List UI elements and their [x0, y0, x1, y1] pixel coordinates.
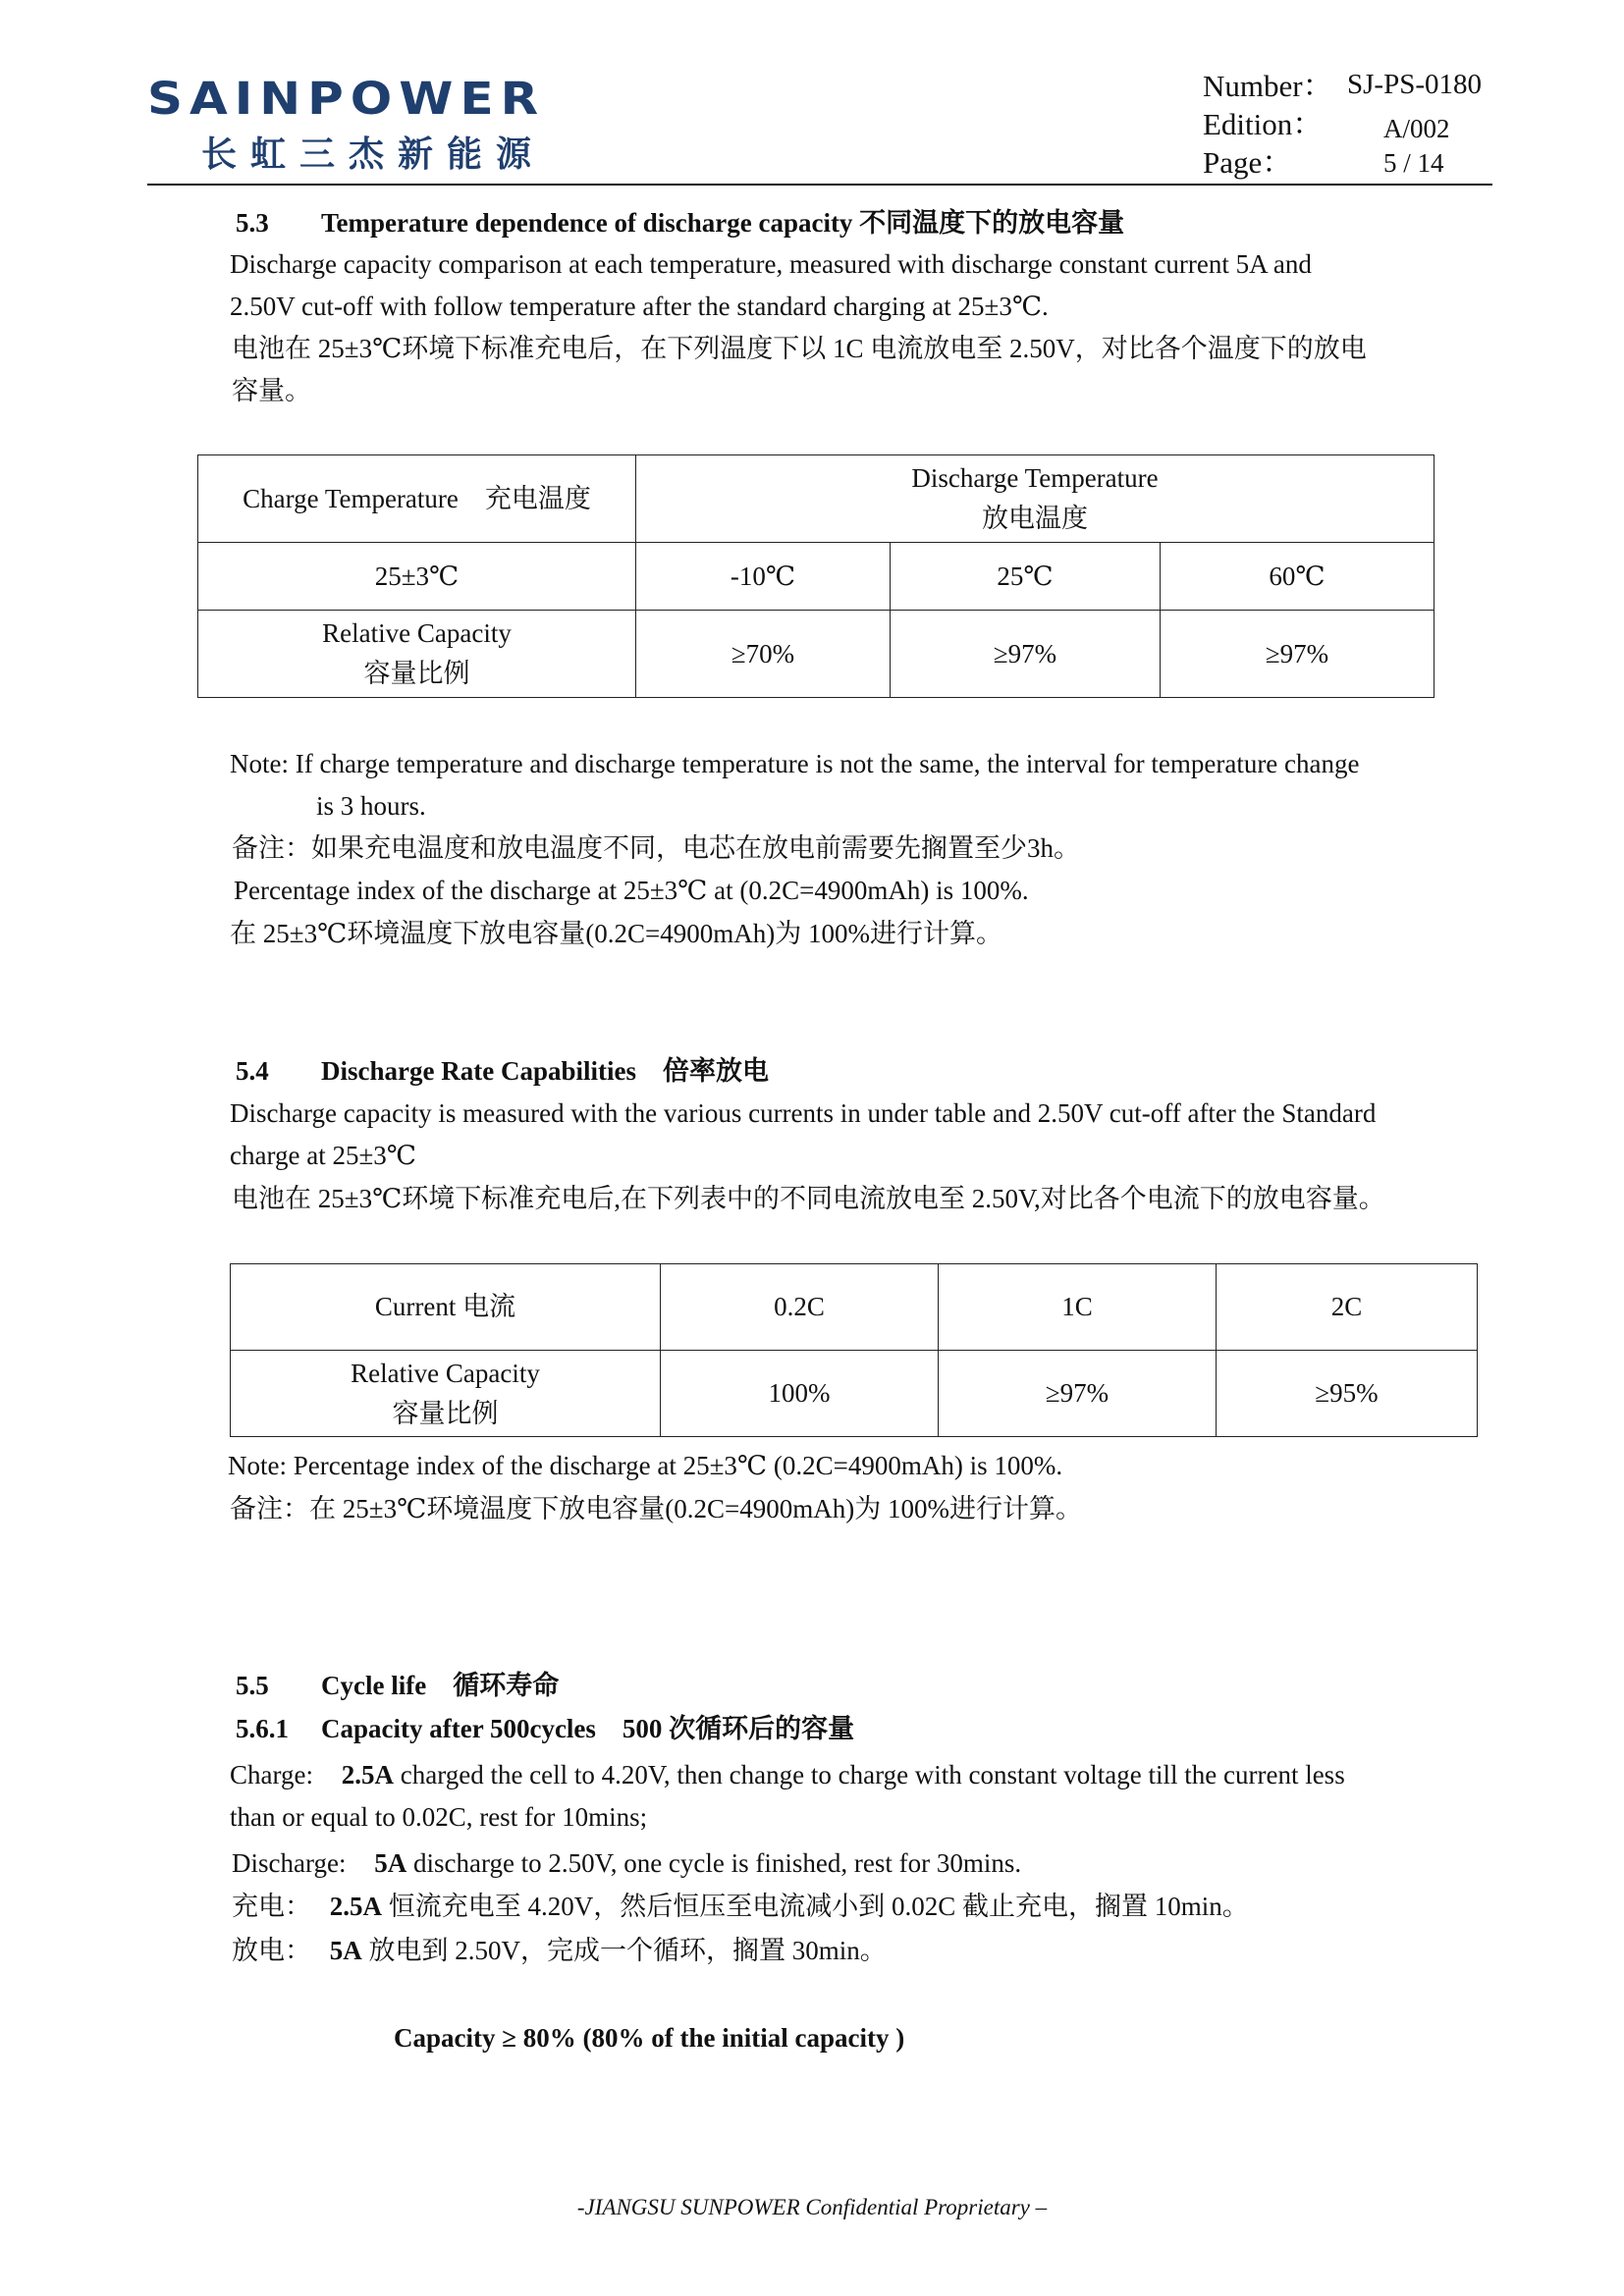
- note: Note: Percentage index of the discharge at 25±3℃ (0.2C=4900mAh) is 100%.: [228, 1451, 1063, 1480]
- note-cn: 在 25±3℃环境温度下放电容量(0.2C=4900mAh)为 100%进行计算。: [230, 919, 1002, 948]
- section-5-5-number: 5.5: [236, 1671, 269, 1700]
- page-value: 5 / 14: [1383, 148, 1444, 178]
- discharge-text-cn: 放电到 2.50V，完成一个循环，搁置 30min。: [361, 1936, 887, 1965]
- paragraph-cn: 容量。: [232, 376, 311, 405]
- temperature-capacity-table: [197, 454, 1435, 698]
- note-cn: 备注：如果充电温度和放电温度不同，电芯在放电前需要先搁置至少3h。: [232, 833, 1080, 863]
- paragraph: Discharge capacity comparison at each temperature, measured with discharge constant current 5A and: [230, 249, 1312, 279]
- page-label: Page：: [1203, 145, 1293, 180]
- charge-current: 2.5A: [341, 1760, 394, 1789]
- note: is 3 hours.: [316, 791, 426, 821]
- paragraph-cn: 电池在 25±3℃环境下标准充电后，在下列温度下以 1C 电流放电至 2.50V，对比各个温度下的放电: [232, 334, 1367, 363]
- charge-line: [230, 1762, 1345, 1789]
- section-5-3-title: Temperature dependence of discharge capacity 不同温度下的放电容量: [321, 208, 1125, 238]
- discharge-temp-header-cn: 放电温度: [982, 504, 1089, 533]
- logo-text: SAINPOWER: [147, 73, 546, 125]
- discharge-line: [232, 1850, 1021, 1877]
- charge-current-cn: 2.5A: [329, 1892, 382, 1921]
- temp-cell: 60℃: [1161, 543, 1435, 611]
- number-value: SJ-PS-0180: [1347, 69, 1482, 100]
- discharge-line-cn: [232, 1938, 887, 1964]
- relative-capacity-label: [198, 611, 636, 698]
- discharge-label-cn: 放电：: [232, 1936, 311, 1965]
- capacity-cell: ≥70%: [636, 611, 891, 698]
- relative-capacity-en: Relative Capacity: [322, 618, 512, 648]
- charge-temp-value: 25±3℃: [198, 543, 636, 611]
- paragraph: 2.50V cut-off with follow temperature after the standard charging at 25±3℃.: [230, 292, 1049, 321]
- paragraph-cn: 电池在 25±3℃环境下标准充电后,在下列表中的不同电流放电至 2.50V,对比各个电流下的放电容量。: [232, 1184, 1385, 1213]
- edition-label: Edition：: [1203, 107, 1324, 141]
- note: Percentage index of the discharge at 25±3℃ at (0.2C=4900mAh) is 100%.: [234, 876, 1029, 905]
- capacity-cell: ≥97%: [1161, 611, 1435, 698]
- rate-cell: 1C: [939, 1264, 1217, 1351]
- section-5-6-1-title: Capacity after 500cycles 500 次循环后的容量: [321, 1714, 855, 1743]
- capacity-cell: 100%: [661, 1351, 939, 1437]
- paragraph: charge at 25±3℃: [230, 1141, 416, 1170]
- header-rule: [147, 184, 1492, 186]
- temp-cell: 25℃: [891, 543, 1161, 611]
- note: Note: If charge temperature and discharge temperature is not the same, the interval for temperature change: [230, 749, 1360, 778]
- section-5-3-number: 5.3: [236, 208, 269, 238]
- relative-capacity-en: Relative Capacity: [351, 1358, 540, 1388]
- discharge-rate-table: [230, 1263, 1478, 1437]
- capacity-cell: ≥97%: [891, 611, 1161, 698]
- current-label: Current 电流: [231, 1264, 661, 1351]
- capacity-cell: ≥97%: [939, 1351, 1217, 1437]
- charge-temp-header: Charge Temperature 充电温度: [198, 455, 636, 543]
- charge-text: charged the cell to 4.20V, then change to charge with constant voltage till the current less: [393, 1760, 1345, 1789]
- section-5-4-number: 5.4: [236, 1056, 269, 1086]
- logo-chinese-text: 长虹三杰新能源: [201, 134, 546, 175]
- rate-cell: 0.2C: [661, 1264, 939, 1351]
- relative-capacity-cn: 容量比例: [392, 1398, 499, 1428]
- capacity-requirement: Capacity ≥ 80% (80% of the initial capacity ): [394, 2023, 905, 2053]
- section-5-4-title: Discharge Rate Capabilities 倍率放电: [321, 1056, 769, 1086]
- paragraph: Discharge capacity is measured with the various currents in under table and 2.50V cut-off after the Standard: [230, 1098, 1377, 1128]
- capacity-cell: ≥95%: [1217, 1351, 1478, 1437]
- charge-label-cn: 充电：: [232, 1892, 311, 1921]
- discharge-label: Discharge:: [232, 1848, 347, 1878]
- discharge-current-cn: 5A: [329, 1936, 362, 1965]
- note-cn: 备注：在 25±3℃环境温度下放电容量(0.2C=4900mAh)为 100%进行计算。: [230, 1494, 1082, 1523]
- temp-cell: -10℃: [636, 543, 891, 611]
- relative-capacity-cn: 容量比例: [363, 659, 470, 688]
- charge-text-cn: 恒流充电至 4.20V，然后恒压至电流减小到 0.02C 截止充电，搁置 10min。: [382, 1892, 1249, 1921]
- relative-capacity-label: [231, 1351, 661, 1437]
- section-5-6-1-number: 5.6.1: [236, 1714, 289, 1743]
- discharge-temp-header: [636, 455, 1435, 543]
- charge-label: Charge:: [230, 1760, 313, 1789]
- number-label: Number：: [1203, 69, 1333, 103]
- footer: -JIANGSU SUNPOWER Confidential Proprietary –: [576, 2195, 1048, 2219]
- charge-line-cn: [232, 1894, 1249, 1920]
- discharge-current: 5A: [374, 1848, 407, 1878]
- paragraph: than or equal to 0.02C, rest for 10mins;: [230, 1802, 648, 1832]
- edition-value: A/002: [1383, 114, 1450, 143]
- discharge-text: discharge to 2.50V, one cycle is finished, rest for 30mins.: [406, 1848, 1022, 1878]
- discharge-temp-header-en: Discharge Temperature: [911, 463, 1159, 493]
- rate-cell: 2C: [1217, 1264, 1478, 1351]
- section-5-5-title: Cycle life 循环寿命: [321, 1671, 560, 1700]
